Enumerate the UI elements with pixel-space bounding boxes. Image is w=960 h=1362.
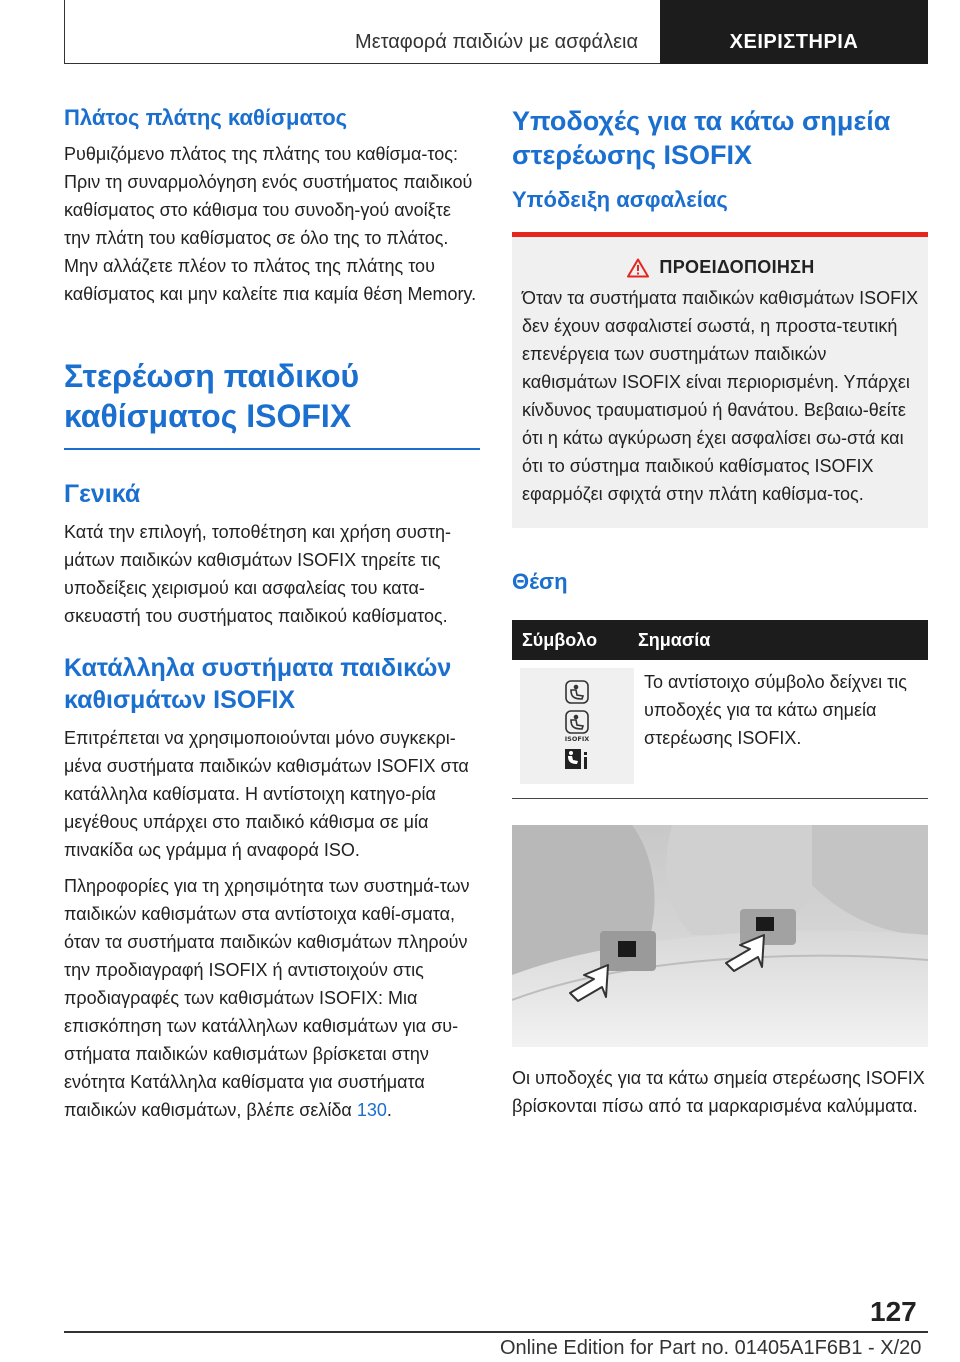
table-row <box>512 660 928 799</box>
isofix-anchor-photo <box>512 825 928 1047</box>
info-paragraph <box>64 872 480 1124</box>
child-seat-icon <box>564 679 590 705</box>
symbol-table <box>512 620 928 799</box>
general-heading: Γενικά <box>64 479 141 508</box>
page-reference-link[interactable]: 130 <box>356 1099 387 1120</box>
warning-box <box>512 232 928 528</box>
right-column <box>512 104 928 1120</box>
backrest-width-heading: Πλάτος πλάτης καθίσματος <box>64 105 348 130</box>
isofix-symbol-label: ISOFIX <box>564 735 590 743</box>
info-text: Πληροφορίες για τη χρησιμότητα των συστημά-των παιδικών καθισμάτων στα αντίστοιχα καθί-σματα, όταν τα συστήματα παιδικών καθισμάτων πληρούν την προδιαγραφή ISOFIX ή αντιστοιχούν στις προδιαγραφές των καθισμάτων ISOFIX: Μια επισκόπηση των κατάλληλων καθισμάτων για συ-στήματα παιδικών καθισμάτων βρίσκεται στην ενότητα Κατάλληλα καθίσματα για συστήματα παιδικών καθισμάτων, βλέπε σελίδα <box>64 875 470 1120</box>
warning-title: ΠΡΟΕΙΔΟΠΟΙΗΣΗ <box>659 257 815 277</box>
heading-rule <box>64 448 480 450</box>
safety-note-heading: Υπόδειξη ασφαλείας <box>512 187 728 212</box>
suitable-systems-text: Επιτρέπεται να χρησιμοποιούνται μόνο συγκεκρι-μένα συστήματα παιδικών καθισμάτων ISOFIX στα κατάλληλα καθίσματα. Η αντίστοιχη κατηγο-ρία μεγέθους υπάρχει στο παιδικό κάθισμα σε μία πινακίδα ως γράμμα ή αναφορά ISO. <box>64 727 469 860</box>
isofix-mounting-heading: Στερέωση παιδικού καθίσματος ISOFIX <box>64 358 360 434</box>
warning-triangle-icon <box>627 258 649 278</box>
edition-footer: Online Edition for Part no. 01405A1F6B1 - X/20 <box>500 1337 922 1359</box>
isofix-seat-icon <box>564 709 590 743</box>
table-header-meaning: Σημασία <box>638 629 711 650</box>
isofix-symbols <box>520 668 634 784</box>
table-header <box>512 620 928 660</box>
warning-header <box>522 257 920 278</box>
photo-caption: Οι υποδοχές για τα κάτω σημεία στερέωσης ISOFIX βρίσκονται πίσω από τα μαρκαρισμένα καλύμματα. <box>512 1068 925 1116</box>
table-meaning-cell: Το αντίστοιχο σύμβολο δείχνει τις υποδοχές για τα κάτω σημεία στερέωσης ISOFIX. <box>644 672 907 748</box>
general-text: Κατά την επιλογή, τοποθέτηση και χρήση συστη-μάτων παιδικών καθισμάτων ISOFIX τηρείτε τις υποδείξεις χειρισμού και ασφαλείας του κατα-σκευαστή του συστήματος παιδικού καθίσματος. <box>64 521 452 626</box>
child-seat-info-icon <box>563 747 591 773</box>
page-number: 127 <box>870 1296 917 1327</box>
table-header-symbol: Σύμβολο <box>522 629 598 650</box>
backrest-width-text: Ρυθμιζόμενο πλάτος της πλάτης του καθίσμα-τος: Πριν τη συναρμολόγηση ενός συστήματος παιδικού καθίσματος στο κάθισμα του συνοδη-γού ανοίξτε την πλάτη του καθίσματος σε όλο της το πλάτος. Μην αλλάζετε πλέον το πλάτος της πλάτης του καθίσματος και μην καλείτε πια καμία θέση Memory. <box>64 144 477 304</box>
info-end: . <box>386 1099 392 1120</box>
anchor-points-heading: Υποδοχές για τα κάτω σημεία στερέωσης ISOFIX <box>512 106 891 170</box>
warning-text: Όταν τα συστήματα παιδικών καθισμάτων ISOFIX δεν έχουν ασφαλιστεί σωστά, η προστα-τευτική επενέργεια των συστημάτων παιδικών καθισμάτων ISOFIX είναι περιορισμένη. Υπάρχει κίνδυνος τραυματισμού ή θανάτου. Βεβαιω-θείτε ότι η κάτω αγκύρωση έχει ασφαλίσει σω-στά και ότι το σύστημα παιδικού καθίσματος ISOFIX εφαρμόζει σφιχτά στην πλάτη καθίσμα-τος. <box>522 288 919 504</box>
header-chapter-tab: ΧΕΙΡΙΣΤΗΡΙΑ <box>660 0 928 64</box>
suitable-systems-heading: Κατάλληλα συστήματα παιδικών καθισμάτων ISOFIX <box>64 653 452 714</box>
left-column <box>64 104 480 1124</box>
header-section-title: Μεταφορά παιδιών με ασφάλεια <box>355 31 638 53</box>
position-heading: Θέση <box>512 569 568 594</box>
footer-rule <box>64 1331 928 1333</box>
